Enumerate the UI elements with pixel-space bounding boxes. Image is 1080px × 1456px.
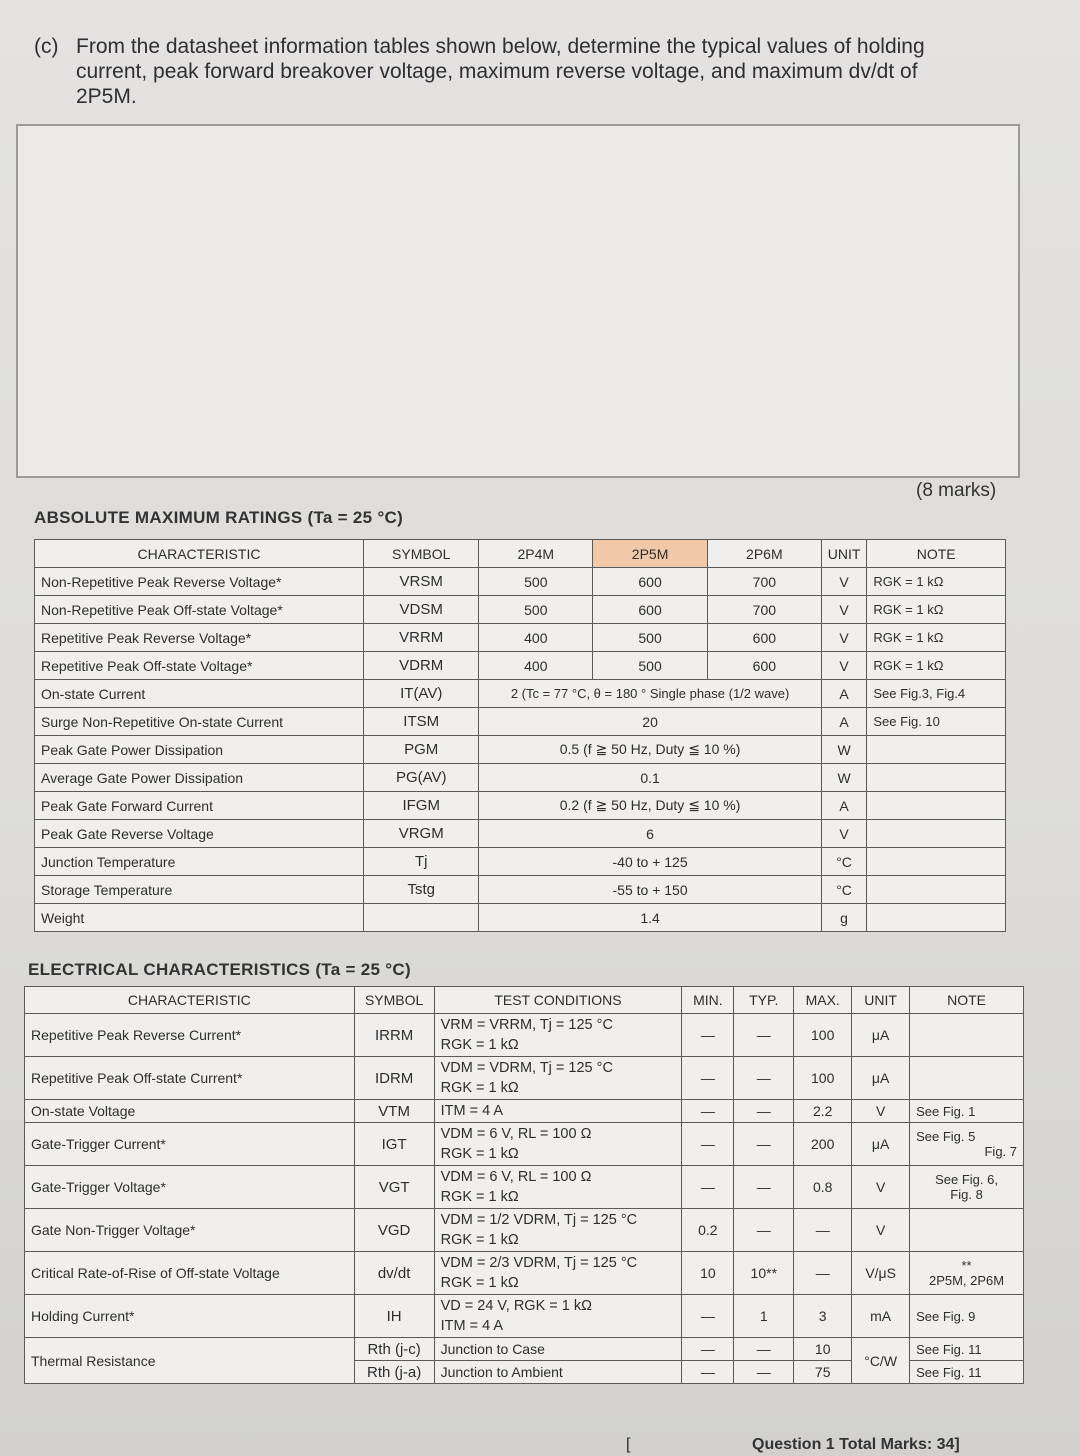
header-characteristic: CHARACTERISTIC (25, 987, 355, 1014)
cell-test-conditions (434, 1252, 682, 1295)
tc-line-1: VD = 24 V, RGK = 1 kΩ (440, 1298, 592, 1314)
header-symbol: SYMBOL (364, 540, 479, 568)
tc-line-1: VDM = 6 V, RL = 100 Ω (440, 1169, 592, 1185)
question-label: (c) (34, 35, 59, 58)
cell-note (867, 848, 1006, 876)
table-row (35, 652, 1006, 680)
cell-2p5m: 500 (593, 652, 708, 680)
cell-test-conditions (434, 1100, 682, 1123)
cell-unit: W (821, 736, 867, 764)
cell-note (910, 1166, 1024, 1209)
cell-char: Non-Repetitive Peak Off-state Voltage* (35, 596, 364, 624)
cell-unit: V (821, 568, 867, 596)
table-row (25, 1295, 1024, 1338)
header-note: NOTE (910, 987, 1024, 1014)
note-line-1: See Fig. 1 (916, 1103, 976, 1119)
table-row-thermal-jc (25, 1338, 1024, 1361)
cell-note (910, 1014, 1024, 1057)
note-line-2: 2P5M, 2P6M (928, 1273, 1005, 1288)
cell-symbol (364, 904, 479, 932)
marks-label: (8 marks) (916, 480, 997, 501)
tc-line-1: VDM = 2/3 VDRM, Tj = 125 °C (440, 1255, 638, 1271)
cell-char: Gate-Trigger Voltage* (25, 1166, 355, 1209)
header-unit: UNIT (852, 987, 910, 1014)
cell-char: Weight (35, 904, 364, 932)
table-row (35, 708, 1006, 736)
cell-max: 100 (794, 1014, 852, 1057)
cell-note (910, 1100, 1024, 1123)
cell-2p6m: 600 (707, 652, 821, 680)
cell-char: Non-Repetitive Peak Reverse Voltage* (35, 568, 364, 596)
cell-unit: μA (852, 1123, 910, 1166)
cell-rating: 2 (Tc = 77 °C, θ = 180 ° Single phase (1/2 wave) (479, 680, 821, 708)
table-row (35, 764, 1006, 792)
cell-max: 3 (794, 1295, 852, 1338)
cell-rating: 0.1 (479, 764, 821, 792)
cell-min: — (682, 1057, 734, 1100)
cell-symbol: PGM (364, 736, 479, 764)
cell-symbol: ITSM (364, 708, 479, 736)
table-header-row (35, 540, 1006, 568)
cell-note (867, 904, 1006, 932)
ec-title: ELECTRICAL CHARACTERISTICS (Ta = 25 °C) (28, 960, 411, 979)
note-line-2: Fig. 7 (984, 1144, 1017, 1159)
header-test-conditions: TEST CONDITIONS (434, 987, 682, 1014)
tc-line-1: VDM = 6 V, RL = 100 Ω (440, 1126, 592, 1142)
cell-note: See Fig.3, Fig.4 (867, 680, 1006, 708)
absolute-max-ratings-table (34, 539, 1006, 932)
cell-note (867, 876, 1006, 904)
cell-symbol: VGT (354, 1166, 434, 1209)
cell-symbol: VDSM (364, 596, 479, 624)
cell-symbol: VRGM (364, 820, 479, 848)
cell-char: Holding Current* (25, 1295, 355, 1338)
cell-note (910, 1295, 1024, 1338)
cell-char: Repetitive Peak Off-state Current* (25, 1057, 355, 1100)
tc-line-2: RGK = 1 kΩ (440, 1275, 519, 1291)
cell-char: Repetitive Peak Off-state Voltage* (35, 652, 364, 680)
cell-2p4m: 500 (479, 568, 593, 596)
cell-test-conditions (434, 1014, 682, 1057)
cell-rating: -55 to + 150 (479, 876, 821, 904)
cell-max: 0.8 (794, 1166, 852, 1209)
cell-unit: A (821, 680, 867, 708)
note-line-1: See Fig. 6, (935, 1172, 998, 1187)
question-c (34, 34, 994, 109)
cell-2p5m: 600 (593, 568, 708, 596)
total-marks-footer: Question 1 Total Marks: 34] (752, 1436, 960, 1453)
note-line-1: See Fig. 5 (916, 1129, 976, 1144)
tc-line-1: VDM = VDRM, Tj = 125 °C (440, 1060, 613, 1076)
cell-unit: mA (852, 1295, 910, 1338)
cell-min: — (682, 1295, 734, 1338)
cell-min: 10 (682, 1252, 734, 1295)
cell-char: Storage Temperature (35, 876, 364, 904)
header-2p5m: 2P5M (593, 540, 708, 568)
electrical-characteristics-table (24, 986, 1024, 1384)
header-max: MAX. (794, 987, 852, 1014)
cell-note (910, 1252, 1024, 1295)
cell-symbol: VDRM (364, 652, 479, 680)
table-row (35, 624, 1006, 652)
cell-2p4m: 500 (479, 596, 593, 624)
cell-rating: 20 (479, 708, 821, 736)
tc-line-2: RGK = 1 kΩ (440, 1146, 519, 1162)
footer-bracket: [ (626, 1436, 631, 1453)
cell-rating: 6 (479, 820, 821, 848)
cell-min: — (682, 1361, 734, 1384)
cell-char: Gate-Trigger Current* (25, 1123, 355, 1166)
cell-typ: — (734, 1057, 794, 1100)
header-typ: TYP. (734, 987, 794, 1014)
table-row (25, 1100, 1024, 1123)
table-row (35, 596, 1006, 624)
cell-unit: A (821, 708, 867, 736)
cell-symbol: dv/dt (354, 1252, 434, 1295)
cell-symbol: IFGM (364, 792, 479, 820)
note-line-1: See Fig. 9 (916, 1308, 976, 1324)
cell-unit: A (821, 792, 867, 820)
cell-note (910, 1123, 1024, 1166)
cell-char: Average Gate Power Dissipation (35, 764, 364, 792)
cell-symbol: Tstg (364, 876, 479, 904)
cell-unit: °C (821, 848, 867, 876)
table-row (35, 820, 1006, 848)
cell-max: — (794, 1252, 852, 1295)
cell-2p6m: 700 (707, 596, 821, 624)
cell-typ: — (734, 1338, 794, 1361)
note-line-1: ** (961, 1258, 972, 1273)
cell-note: See Fig. 11 (910, 1361, 1024, 1384)
cell-unit: V (821, 820, 867, 848)
cell-symbol: IT(AV) (364, 680, 479, 708)
table-row (35, 792, 1006, 820)
cell-char: Critical Rate-of-Rise of Off-state Voltage (25, 1252, 355, 1295)
cell-unit: g (821, 904, 867, 932)
cell-max: 75 (794, 1361, 852, 1384)
cell-2p4m: 400 (479, 652, 593, 680)
tc-line-1: VRM = VRRM, Tj = 125 °C (440, 1017, 613, 1033)
cell-symbol: VTM (354, 1100, 434, 1123)
cell-test-conditions (434, 1295, 682, 1338)
table-row (25, 1057, 1024, 1100)
cell-symbol: Rth (j-a) (354, 1361, 434, 1384)
cell-max: — (794, 1209, 852, 1252)
header-min: MIN. (682, 987, 734, 1014)
cell-unit: V (821, 596, 867, 624)
cell-symbol: IRRM (354, 1014, 434, 1057)
table-row (25, 1123, 1024, 1166)
cell-char: Repetitive Peak Reverse Voltage* (35, 624, 364, 652)
cell-max: 10 (794, 1338, 852, 1361)
cell-char: Junction Temperature (35, 848, 364, 876)
tc-line-1: ITM = 4 A (440, 1103, 504, 1119)
table-row (35, 876, 1006, 904)
cell-char: Peak Gate Reverse Voltage (35, 820, 364, 848)
tc-line-2: RGK = 1 kΩ (440, 1232, 519, 1248)
table-row (35, 736, 1006, 764)
cell-symbol: VRRM (364, 624, 479, 652)
cell-test-conditions (434, 1209, 682, 1252)
cell-typ: — (734, 1014, 794, 1057)
cell-unit: V (852, 1209, 910, 1252)
cell-min: — (682, 1123, 734, 1166)
tc-line-2: RGK = 1 kΩ (440, 1037, 519, 1053)
cell-note: RGK = 1 kΩ (867, 652, 1006, 680)
cell-char: Gate Non-Trigger Voltage* (25, 1209, 355, 1252)
cell-max: 2.2 (794, 1100, 852, 1123)
cell-symbol: VGD (354, 1209, 434, 1252)
cell-note: RGK = 1 kΩ (867, 624, 1006, 652)
cell-unit: μA (852, 1057, 910, 1100)
table-row (25, 1252, 1024, 1295)
cell-rating: 1.4 (479, 904, 821, 932)
header-note: NOTE (867, 540, 1006, 568)
header-symbol: SYMBOL (354, 987, 434, 1014)
cell-symbol: Tj (364, 848, 479, 876)
cell-char: Peak Gate Forward Current (35, 792, 364, 820)
header-2p4m: 2P4M (479, 540, 593, 568)
cell-typ: 10** (734, 1252, 794, 1295)
cell-unit: V (852, 1166, 910, 1209)
cell-symbol: Rth (j-c) (354, 1338, 434, 1361)
cell-2p5m: 500 (593, 624, 708, 652)
cell-typ: — (734, 1123, 794, 1166)
table-row (25, 1014, 1024, 1057)
cell-max: 200 (794, 1123, 852, 1166)
cell-unit: μA (852, 1014, 910, 1057)
cell-unit: V/μS (852, 1252, 910, 1295)
cell-unit: V (821, 652, 867, 680)
cell-2p5m: 600 (593, 596, 708, 624)
cell-min: — (682, 1338, 734, 1361)
cell-test-conditions: Junction to Ambient (434, 1361, 682, 1384)
cell-min: 0.2 (682, 1209, 734, 1252)
table-row (35, 568, 1006, 596)
cell-typ: 1 (734, 1295, 794, 1338)
cell-note: See Fig. 11 (910, 1338, 1024, 1361)
cell-2p6m: 600 (707, 624, 821, 652)
cell-typ: — (734, 1100, 794, 1123)
cell-char: Repetitive Peak Reverse Current* (25, 1014, 355, 1057)
cell-symbol: PG(AV) (364, 764, 479, 792)
tc-line-2: RGK = 1 kΩ (440, 1189, 519, 1205)
cell-test-conditions (434, 1057, 682, 1100)
cell-note (867, 736, 1006, 764)
cell-note (910, 1057, 1024, 1100)
cell-char: On-state Current (35, 680, 364, 708)
cell-note (910, 1209, 1024, 1252)
cell-note: RGK = 1 kΩ (867, 596, 1006, 624)
cell-max: 100 (794, 1057, 852, 1100)
cell-symbol: IDRM (354, 1057, 434, 1100)
cell-typ: — (734, 1361, 794, 1384)
table-row (35, 848, 1006, 876)
cell-char: Thermal Resistance (25, 1338, 355, 1384)
cell-note (867, 820, 1006, 848)
cell-unit: W (821, 764, 867, 792)
table-row (35, 904, 1006, 932)
cell-unit: °C (821, 876, 867, 904)
header-characteristic: CHARACTERISTIC (35, 540, 364, 568)
tc-line-1: VDM = 1/2 VDRM, Tj = 125 °C (440, 1212, 638, 1228)
question-text: From the datasheet information tables shown below, determine the typical values of holding current, peak forward breakover voltage, maximum reverse voltage, and maximum dv/dt of 2P5M. (76, 35, 925, 108)
cell-min: — (682, 1014, 734, 1057)
cell-min: — (682, 1166, 734, 1209)
cell-note (867, 764, 1006, 792)
cell-symbol: IGT (354, 1123, 434, 1166)
table-row (25, 1166, 1024, 1209)
table-header-row (25, 987, 1024, 1014)
cell-rating: 0.2 (f ≧ 50 Hz, Duty ≦ 10 %) (479, 792, 821, 820)
amr-title: ABSOLUTE MAXIMUM RATINGS (Ta = 25 °C) (34, 508, 404, 527)
cell-2p4m: 400 (479, 624, 593, 652)
header-2p6m: 2P6M (707, 540, 821, 568)
cell-symbol: IH (354, 1295, 434, 1338)
cell-unit: V (852, 1100, 910, 1123)
cell-char: Peak Gate Power Dissipation (35, 736, 364, 764)
table-row (25, 1209, 1024, 1252)
tc-line-2: ITM = 4 A (440, 1318, 504, 1334)
cell-rating: -40 to + 125 (479, 848, 821, 876)
tc-line-2: RGK = 1 kΩ (440, 1080, 519, 1096)
cell-note: See Fig. 10 (867, 708, 1006, 736)
header-unit: UNIT (821, 540, 867, 568)
cell-typ: — (734, 1166, 794, 1209)
cell-test-conditions (434, 1166, 682, 1209)
answer-textbox[interactable] (16, 124, 1020, 478)
cell-test-conditions (434, 1123, 682, 1166)
cell-test-conditions: Junction to Case (434, 1338, 682, 1361)
table-row (35, 680, 1006, 708)
cell-2p6m: 700 (707, 568, 821, 596)
cell-char: On-state Voltage (25, 1100, 355, 1123)
cell-note: RGK = 1 kΩ (867, 568, 1006, 596)
cell-min: — (682, 1100, 734, 1123)
cell-unit: V (821, 624, 867, 652)
cell-symbol: VRSM (364, 568, 479, 596)
note-line-2: Fig. 8 (950, 1187, 983, 1202)
cell-note (867, 792, 1006, 820)
cell-char: Surge Non-Repetitive On-state Current (35, 708, 364, 736)
cell-rating: 0.5 (f ≧ 50 Hz, Duty ≦ 10 %) (479, 736, 821, 764)
cell-unit: °C/W (852, 1338, 910, 1384)
cell-typ: — (734, 1209, 794, 1252)
